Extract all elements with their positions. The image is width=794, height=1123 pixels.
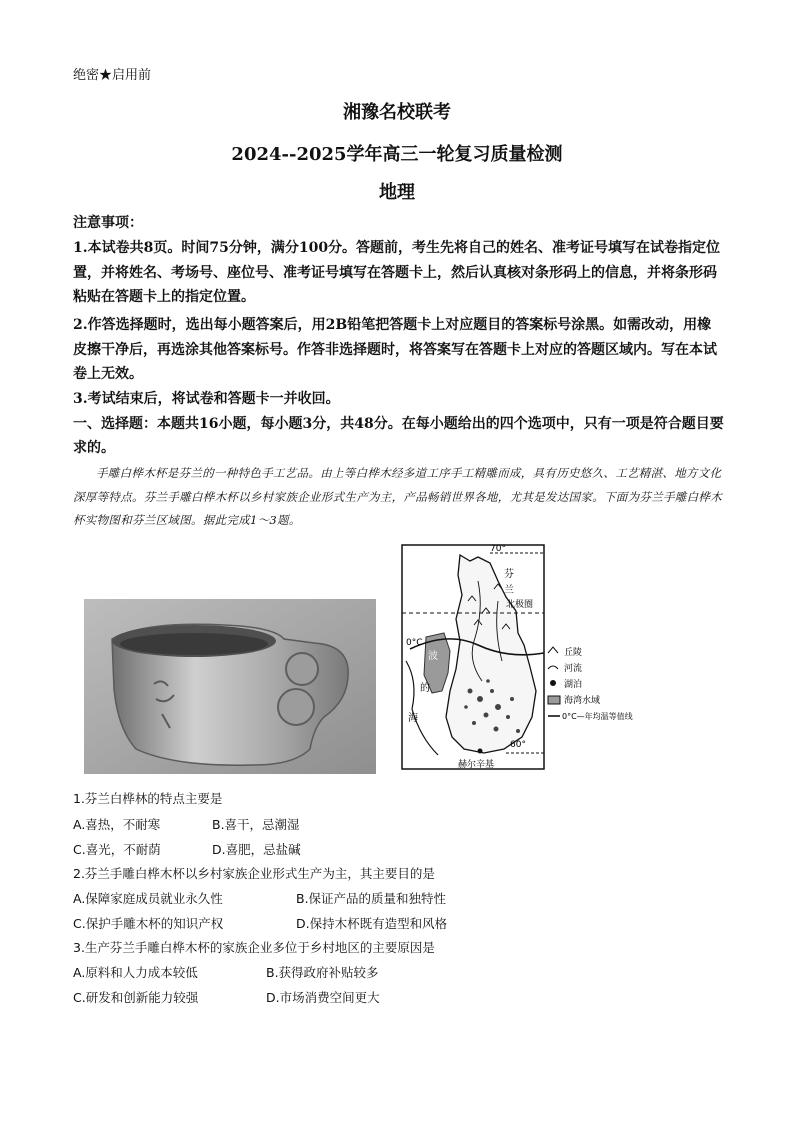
section-heading: 一、选择题：本题共16小题，每小题3分，共48分。在每小题给出的四个选项中，只有一项是符合题目要求的。 (73, 416, 724, 456)
question-2-option-d: D.保持木杯既有造型和风格 (296, 916, 448, 931)
question-1-option-d: D.喜肥，忌盐碱 (212, 842, 301, 857)
notice-heading: 注意事项： (73, 215, 143, 231)
lat-60-label: 60° (510, 740, 526, 750)
map-legend (548, 646, 633, 721)
exam-name-title: 2024--2025学年高三一轮复习质量检测 (231, 144, 563, 165)
legend-hills: 丘陵 (564, 648, 583, 658)
legend-gulf: 海湾水域 (564, 696, 601, 706)
question-1-option-b: B.喜干，忌潮湿 (212, 817, 300, 832)
finland-map (398, 541, 648, 775)
isotherm-map-label: 0°C (406, 638, 423, 648)
question-2-option-a: A.保障家庭成员就业永久性 (73, 891, 223, 906)
notice-item-1: 1.本试卷共8页。时间75分钟，满分100分。答题前，考生先将自己的姓名、准考证号填写在试卷指定位置，并将姓名、考场号、座位号、准考证号填写在答题卡上，然后认真核对条形码上的信息，并将条形码粘贴在答题卡上的指定位置。 (73, 240, 721, 305)
country-label-2: 兰 (504, 585, 514, 596)
sea-label-2: 的 (420, 683, 430, 694)
arctic-circle-label: 北极圈 (506, 600, 534, 610)
confidential-mark: 绝密★启用前 (73, 68, 152, 83)
lat-70-label: 70° (490, 544, 506, 554)
question-1-option-c: C.喜光，不耐荫 (73, 842, 161, 857)
sea-label-1: 波 (428, 651, 438, 662)
question-1-option-a: A.喜热，不耐寒 (73, 817, 161, 832)
exam-organizer-title: 湘豫名校联考 (343, 102, 451, 123)
legend-isotherm: 0°C—年均温等值线 (562, 712, 633, 721)
helsinki-label: 赫尔辛基 (458, 760, 495, 770)
country-label-1: 芬 (504, 569, 514, 580)
question-1-stem: 1.芬兰白桦林的特点主要是 (73, 791, 223, 806)
question-2-stem: 2.芬兰手雕白桦木杯以乡村家族企业形式生产为主，其主要目的是 (73, 866, 435, 881)
legend-lake: 湖泊 (564, 680, 583, 690)
question-3-option-d: D.市场消费空间更大 (266, 990, 380, 1005)
question-2-option-b: B.保证产品的质量和独特性 (296, 891, 447, 906)
birch-cup-photo (84, 599, 376, 774)
question-3-stem: 3.生产芬兰手雕白桦木杯的家族企业多位于乡村地区的主要原因是 (73, 940, 435, 955)
notice-item-2: 2.作答选择题时，选出每小题答案后，用2B铅笔把答题卡上对应题目的答案标号涂黑。如需改动，用橡皮擦干净后，再选涂其他答案标号。作答非选择题时，将答案写在答题卡上对应的答题区域内。写在本试卷上无效。 (73, 317, 717, 382)
question-3-option-b: B.获得政府补贴较多 (266, 965, 379, 980)
question-3-option-c: C.研发和创新能力较强 (73, 990, 199, 1005)
notice-item-3: 3.考试结束后，将试卷和答题卡一并收回。 (73, 391, 340, 407)
legend-river: 河流 (564, 664, 583, 674)
sea-label-3: 海 (408, 713, 418, 724)
reading-passage: 手雕白桦木杯是芬兰的一种特色手工艺品。由上等白桦木经多道工序手工精雕而成，具有历史悠久、工艺精湛、地方文化深厚等特点。芬兰手雕白桦木杯以乡村家族企业形式生产为主，产品畅销世界各地，尤其是发达国家。下面为芬兰手雕白桦木杯实物图和芬兰区域图。据此完成1～3题。 (73, 466, 722, 527)
subject-title: 地理 (379, 182, 415, 203)
question-2-option-c: C.保护手雕木杯的知识产权 (73, 916, 224, 931)
question-3-option-a: A.原料和人力成本较低 (73, 965, 198, 980)
